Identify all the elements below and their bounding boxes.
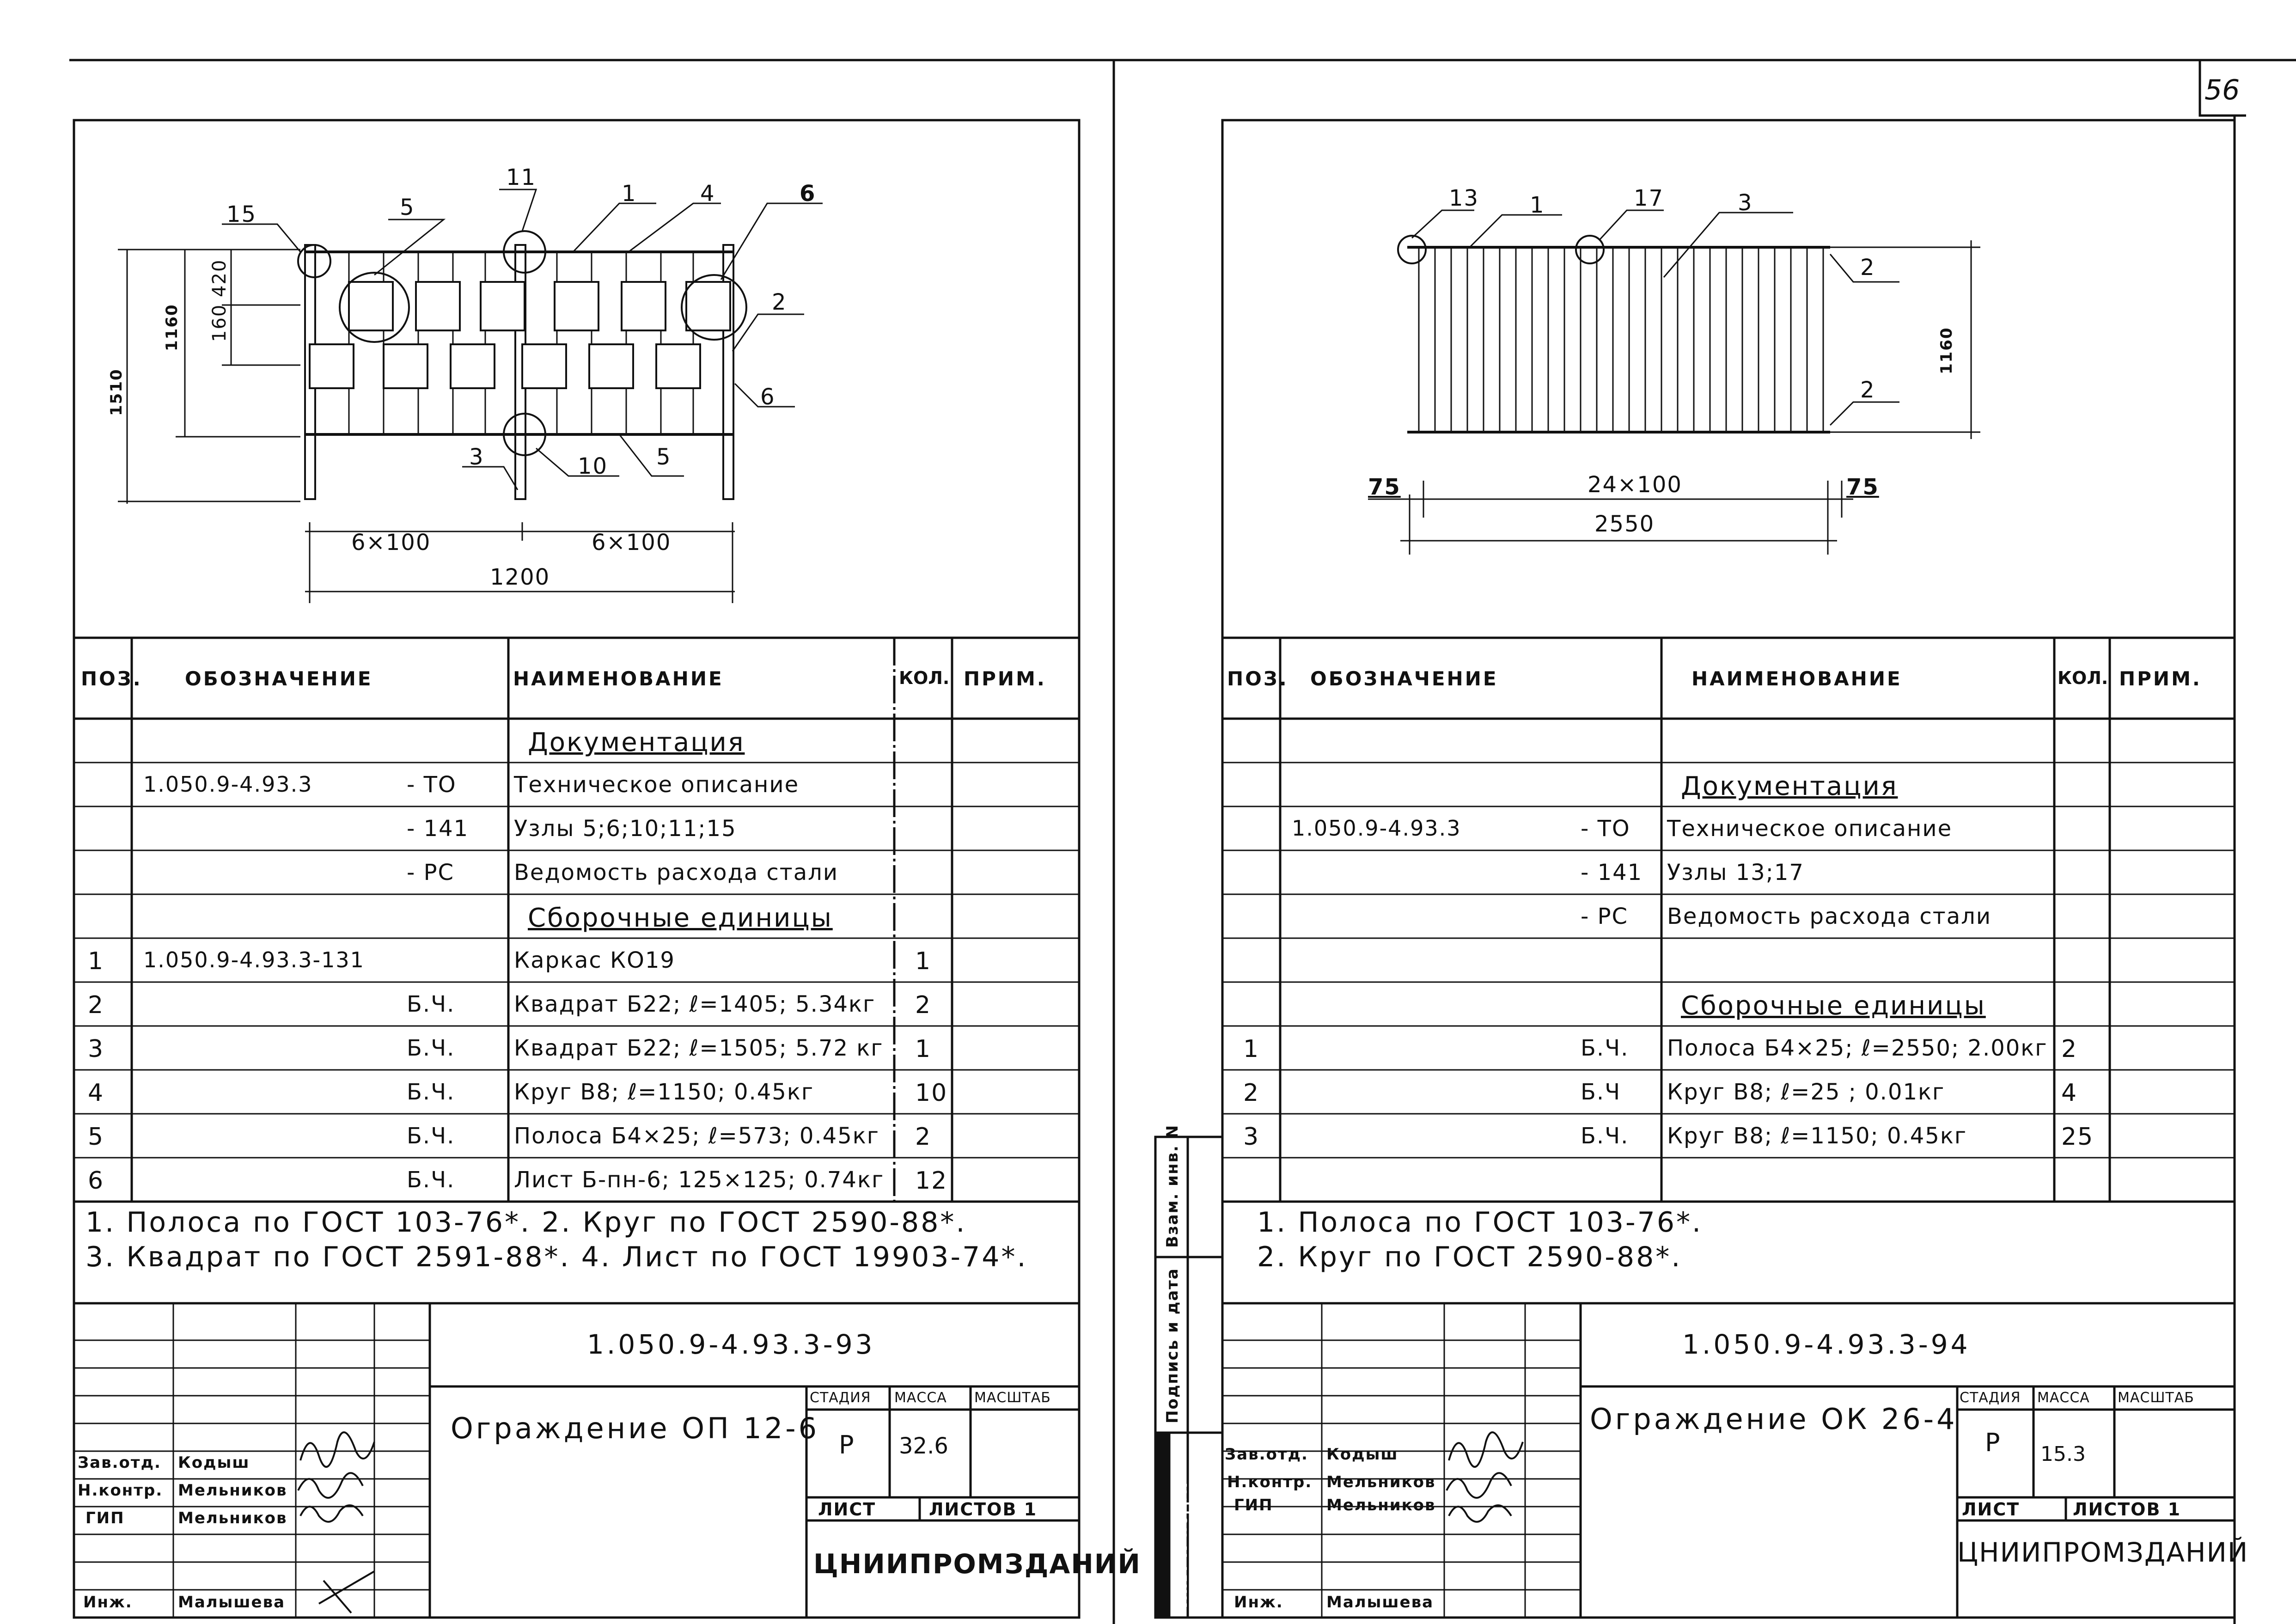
person-name: Мельников	[1326, 1496, 1436, 1514]
cell-suffix: Б.Ч	[1581, 1079, 1621, 1105]
cell-designation: 1.050.9-4.93.3	[143, 772, 313, 797]
cell-suffix: - ТО	[1581, 816, 1630, 842]
col-designation: ОБОЗНАЧЕНИЕ	[185, 667, 373, 690]
note-line: 2. Круг по ГОСТ 2590-88*.	[1257, 1241, 1682, 1273]
sheets-label: ЛИСТОВ 1	[2073, 1499, 2181, 1520]
role-label: Зав.отд.	[78, 1453, 161, 1472]
person-name: Мельников	[178, 1481, 287, 1500]
cell-name: Круг В8; ℓ=1150; 0.45кг	[1667, 1123, 1967, 1149]
col-pos: ПОЗ.	[1227, 667, 1288, 690]
callout-13: 13	[1449, 185, 1479, 211]
cell-name: Квадрат Б22; ℓ=1505; 5.72 кг	[514, 1035, 884, 1061]
stage-label: СТАДИЯ	[810, 1390, 871, 1406]
col-name: НАИМЕНОВАНИЕ	[513, 667, 724, 690]
cell-name: Узлы 5;6;10;11;15	[514, 816, 737, 842]
dim-75-right: 75	[1846, 474, 1879, 500]
cell-designation: 1.050.9-4.93.3-131	[143, 947, 365, 972]
cell-pos: 5	[88, 1123, 104, 1151]
sheet-number: 56	[2204, 74, 2240, 106]
col-qty: КОЛ.	[899, 668, 950, 688]
person-name: Кодыш	[1326, 1445, 1398, 1464]
note-line: 1. Полоса по ГОСТ 103-76*. 2. Круг по ГОСТ 2590-88*.	[85, 1206, 967, 1239]
cell-name: Каркас КО19	[514, 947, 675, 973]
col-note: ПРИМ.	[964, 667, 1046, 690]
stage-value: Р	[1985, 1428, 2000, 1457]
dim-1160: 1160	[1937, 327, 1956, 374]
col-note: ПРИМ.	[2119, 667, 2202, 690]
note-line: 3. Квадрат по ГОСТ 2591-88*. 4. Лист по ГОСТ 19903-74*.	[85, 1241, 1028, 1273]
person-name: Малышева	[178, 1593, 286, 1612]
doc-title: Ограждение ОК 26-4	[1590, 1402, 1958, 1436]
stage-value: Р	[839, 1430, 854, 1459]
side-label-signature-date: Подпись и дата	[1163, 1268, 1182, 1423]
side-label-replaced-inv: Взам. инв. N	[1163, 1124, 1182, 1248]
cell-name: Сборочные единицы	[528, 903, 833, 933]
cell-pos: 2	[1243, 1079, 1259, 1107]
stage-label: СТАДИЯ	[1960, 1390, 2021, 1406]
col-qty: КОЛ.	[2058, 668, 2108, 688]
role-label: Инж.	[83, 1593, 133, 1612]
callout-17: 17	[1634, 185, 1664, 211]
cell-name: Круг В8; ℓ=25 ; 0.01кг	[1667, 1079, 1945, 1105]
cell-qty: 2	[915, 991, 932, 1019]
role-label: ГИП	[85, 1509, 125, 1527]
sheet-label: ЛИСТ	[818, 1499, 876, 1520]
cell-pos: 1	[1243, 1035, 1259, 1063]
dim-2550: 2550	[1594, 511, 1655, 537]
org-name: ЦНИИПРОМЗДАНИЙ	[813, 1548, 1141, 1580]
cell-pos: 1	[88, 947, 104, 975]
cell-suffix: Б.Ч.	[407, 1167, 455, 1193]
side-label-inv-original: Инв. N подл.	[1172, 1481, 1191, 1608]
role-label: Н.контр.	[78, 1481, 163, 1500]
scale-label: МАСШТАБ	[974, 1390, 1051, 1406]
cell-suffix: Б.Ч.	[407, 991, 455, 1017]
callout-11: 11	[506, 165, 537, 190]
person-name: Малышева	[1326, 1593, 1434, 1612]
cell-name: Узлы 13;17	[1667, 860, 1804, 885]
cell-name: Ведомость расхода стали	[1667, 904, 1992, 929]
cell-name: Сборочные единицы	[1681, 991, 1986, 1021]
cell-pos: 6	[88, 1167, 104, 1195]
callout-6: 6	[800, 181, 816, 207]
cell-qty: 1	[915, 947, 932, 975]
dim-160-420: 160 420	[209, 259, 230, 342]
cell-name: Круг В8; ℓ=1150; 0.45кг	[514, 1079, 814, 1105]
callout-2: 2	[772, 289, 787, 315]
cell-designation: 1.050.9-4.93.3	[1292, 816, 1461, 841]
role-label: Н.контр.	[1227, 1473, 1313, 1491]
cell-qty: 12	[915, 1167, 948, 1195]
cell-suffix: - РС	[407, 860, 455, 885]
mass-label: МАССА	[2037, 1390, 2090, 1406]
cell-suffix: Б.Ч.	[1581, 1035, 1629, 1061]
mass-value: 32.6	[899, 1433, 948, 1459]
callout-3: 3	[469, 444, 484, 470]
cell-name: Лист Б-пн-6; 125×125; 0.74кг	[514, 1167, 885, 1193]
person-name: Кодыш	[178, 1453, 250, 1472]
dim-6x100-b: 6×100	[592, 530, 672, 556]
cell-qty: 25	[2061, 1123, 2094, 1151]
callout-4: 4	[700, 181, 715, 207]
callout-1: 1	[1530, 192, 1545, 218]
callout-6b: 6	[760, 384, 776, 410]
org-name: ЦНИИПРОМЗДАНИЙ	[1957, 1537, 2249, 1568]
dim-1510: 1510	[107, 368, 126, 416]
cell-qty: 1	[915, 1035, 932, 1063]
callout-3: 3	[1738, 190, 1753, 216]
col-designation: ОБОЗНАЧЕНИЕ	[1310, 667, 1498, 690]
cell-pos: 3	[88, 1035, 104, 1063]
cell-suffix: Б.Ч.	[407, 1123, 455, 1149]
cell-qty: 2	[2061, 1035, 2078, 1063]
mass-value: 15.3	[2040, 1442, 2086, 1466]
cell-qty: 10	[915, 1079, 948, 1107]
person-name: Мельников	[1326, 1473, 1436, 1491]
cell-suffix: Б.Ч.	[1581, 1123, 1629, 1149]
cell-name: Квадрат Б22; ℓ=1405; 5.34кг	[514, 991, 876, 1017]
cell-name: Ведомость расхода стали	[514, 860, 839, 885]
cell-name: Техническое описание	[514, 772, 800, 798]
callout-15: 15	[226, 201, 257, 227]
callout-1: 1	[622, 181, 637, 207]
cell-pos: 3	[1243, 1123, 1259, 1151]
role-label: Зав.отд.	[1225, 1445, 1308, 1464]
doc-code: 1.050.9-4.93.3-93	[587, 1329, 875, 1360]
person-name: Мельников	[178, 1509, 287, 1527]
cell-suffix: Б.Ч.	[407, 1035, 455, 1061]
dim-1160: 1160	[163, 304, 181, 351]
dim-24x100: 24×100	[1588, 472, 1682, 498]
doc-title: Ограждение ОП 12-6	[451, 1411, 820, 1445]
callout-5: 5	[400, 195, 415, 220]
cell-pos: 2	[88, 991, 104, 1019]
mass-label: МАССА	[894, 1390, 947, 1406]
right-panel-drawing	[1368, 210, 1980, 555]
scale-label: МАСШТАБ	[2118, 1390, 2194, 1406]
cell-pos: 4	[88, 1079, 104, 1107]
cell-name: Документация	[1681, 771, 1898, 801]
cell-suffix: - РС	[1581, 904, 1629, 929]
sheet-label: ЛИСТ	[1962, 1499, 2020, 1520]
cell-name: Документация	[528, 727, 745, 757]
callout-2b: 2	[1860, 377, 1875, 403]
cell-name: Полоса Б4×25; ℓ=573; 0.45кг	[514, 1123, 879, 1149]
dim-75-left: 75	[1368, 474, 1401, 500]
doc-code: 1.050.9-4.93.3-94	[1682, 1329, 1971, 1360]
col-pos: ПОЗ.	[81, 667, 142, 690]
sheets-label: ЛИСТОВ 1	[929, 1499, 1038, 1520]
role-label: Инж.	[1234, 1593, 1283, 1612]
cell-suffix: - 141	[407, 816, 469, 842]
cell-suffix: Б.Ч.	[407, 1079, 455, 1105]
col-name: НАИМЕНОВАНИЕ	[1691, 667, 1902, 690]
dim-1200: 1200	[490, 564, 550, 590]
left-panel-drawing	[118, 189, 823, 603]
cell-suffix: - ТО	[407, 772, 457, 798]
note-line: 1. Полоса по ГОСТ 103-76*.	[1257, 1206, 1703, 1239]
callout-5b: 5	[656, 444, 672, 470]
cell-name: Полоса Б4×25; ℓ=2550; 2.00кг	[1667, 1035, 2048, 1061]
callout-10: 10	[578, 453, 608, 479]
role-label: ГИП	[1234, 1496, 1273, 1514]
cell-name: Техническое описание	[1667, 816, 1953, 842]
cell-qty: 2	[915, 1123, 932, 1151]
callout-2: 2	[1860, 255, 1875, 281]
dim-6x100-a: 6×100	[351, 530, 431, 556]
cell-suffix: - 141	[1581, 860, 1643, 885]
cell-qty: 4	[2061, 1079, 2078, 1107]
